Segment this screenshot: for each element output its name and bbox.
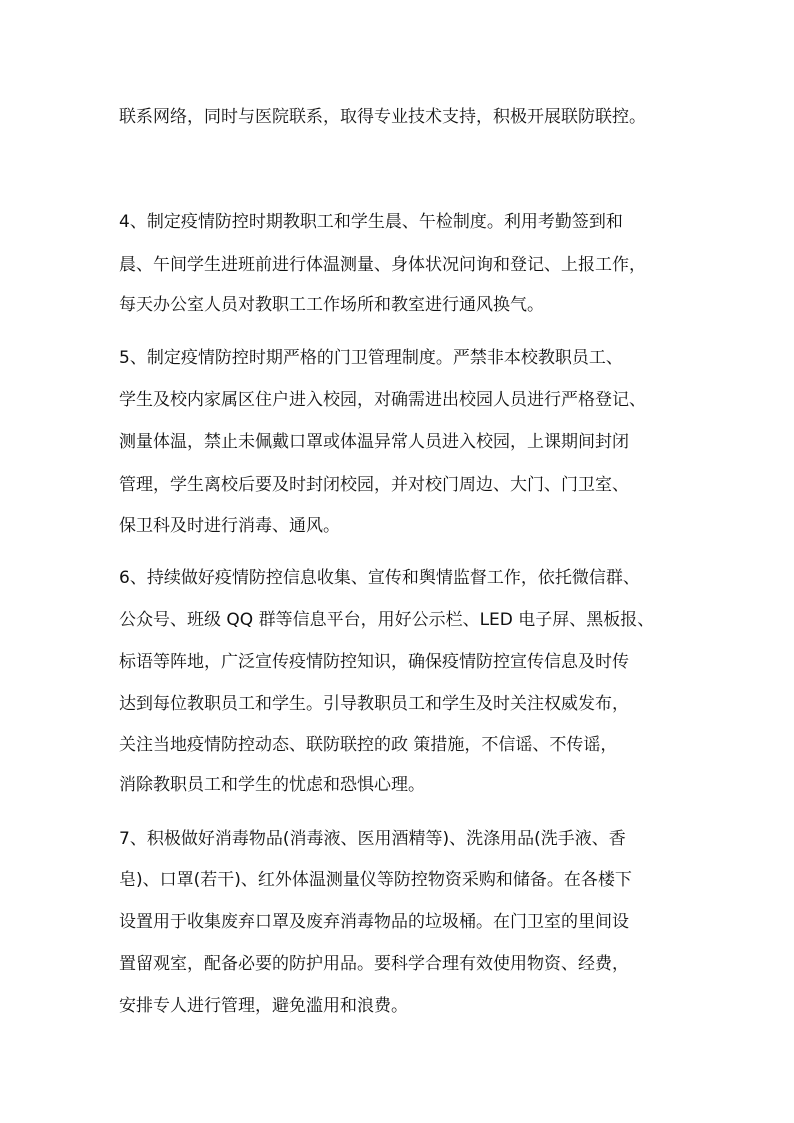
text-line: 7、积极做好消毒物品(消毒液、医用酒精等)、洗涤用品(洗手液、香 (119, 829, 626, 849)
text-line: 晨、午间学生进班前进行体温测量、身体状况问询和登记、上报工作， (119, 255, 646, 275)
text-line: 皂)、口罩(若干)、红外体温测量仪等防控物资采购和储备。在各楼下 (119, 870, 632, 890)
text-line: 6、持续做好疫情防控信息收集、宣传和舆情监督工作，依托微信群、 (119, 568, 640, 588)
text-line: 学生及校内家属区住户进入校园，对确需进出校园人员进行严格登记、 (119, 390, 646, 410)
text-line: 公众号、班级 QQ 群等信息平台，用好公示栏、LED 电子屏、黑板报、 (119, 610, 655, 630)
text-line: 测量体温，禁止未佩戴口罩或体温异常人员进入校园，上课期间封闭 (119, 432, 629, 452)
text-line: 设置用于收集废弃口罩及废弃消毒物品的垃圾桶。在门卫室的里间设 (119, 912, 629, 932)
text-line: 管理，学生离校后要及时封闭校园，并对校门周边、大门、门卫室、 (119, 475, 629, 495)
text-line: 标语等阵地，广泛宣传疫情防控知识，确保疫情防控宣传信息及时传 (119, 652, 629, 672)
text-line: 每天办公室人员对教职工工作场所和教室进行通风换气。 (119, 295, 544, 315)
text-line: 关注当地疫情防控动态、联防联控的政 策措施，不信谣、不传谣， (119, 735, 618, 755)
text-line: 消除教职员工和学生的忧虑和恐惧心理。 (119, 775, 425, 795)
text-line: 5、制定疫情防控时期严格的门卫管理制度。严禁非本校教职员工、 (119, 348, 623, 368)
text-line: 置留观室，配备必要的防护用品。要科学合理有效使用物资、经费， (119, 954, 629, 974)
text-line: 4、制定疫情防控时期教职工和学生晨、午检制度。利用考勤签到和 (119, 212, 623, 232)
text-line: 达到每位教职员工和学生。引导教职员工和学生及时关注权威发布， (119, 694, 629, 714)
text-line: 安排专人进行管理，避免滥用和浪费。 (119, 996, 408, 1016)
text-line: 联系网络，同时与医院联系，取得专业技术支持，积极开展联防联控。 (119, 107, 646, 127)
text-line: 保卫科及时进行消毒、通风。 (119, 516, 340, 536)
